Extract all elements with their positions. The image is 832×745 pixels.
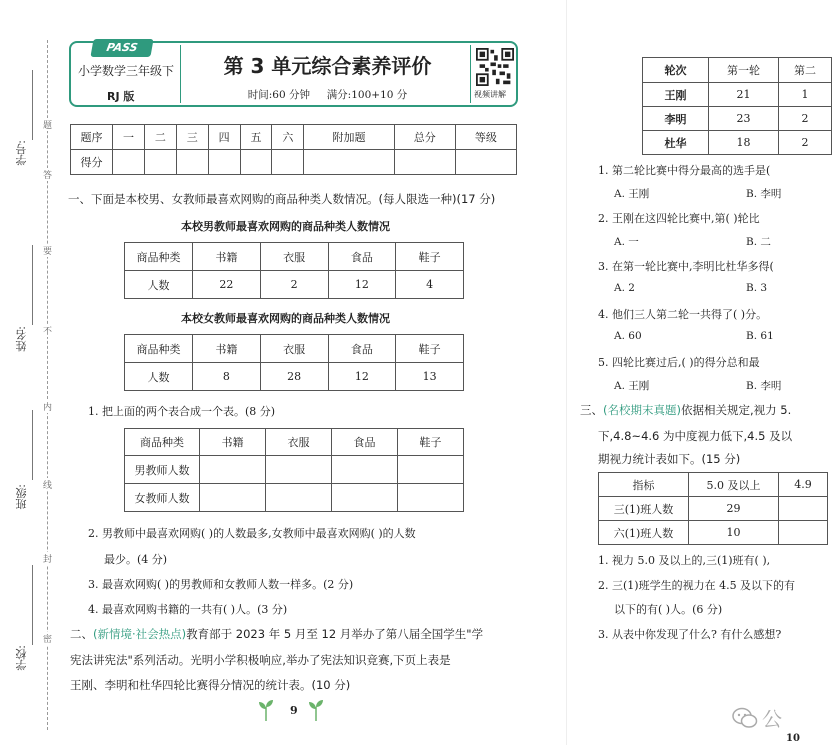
option-b[interactable]: B. 李明 <box>746 380 782 392</box>
option-b[interactable]: B. 3 <box>746 282 768 294</box>
option-b[interactable]: B. 61 <box>746 330 774 342</box>
table-cell: 1 <box>779 83 832 107</box>
table-cell: 28 <box>260 363 328 391</box>
merge-table <box>124 428 464 512</box>
table-cell: 5.0 及以上 <box>689 473 779 497</box>
option-b[interactable]: B. 李明 <box>746 188 782 200</box>
table-row <box>643 83 832 107</box>
binding-mark: 要 <box>43 244 52 257</box>
table-cell: 得分 <box>71 150 113 175</box>
table-row <box>125 429 464 456</box>
table-row <box>125 363 464 391</box>
binding-mark: 题 <box>43 118 52 131</box>
wechat-icon <box>732 707 758 729</box>
table-cell: 三 <box>176 125 208 150</box>
table-cell: 食品 <box>332 429 398 456</box>
score-input[interactable] <box>394 150 455 175</box>
answer-cell[interactable] <box>200 456 266 484</box>
full-score: 满分:100+10 分 <box>326 89 408 101</box>
table-row <box>125 271 464 299</box>
table-cell: 四 <box>208 125 240 150</box>
table-cell: 王刚 <box>643 83 709 107</box>
q2-tag: (新情境·社会热点) <box>93 627 187 641</box>
table-cell: 10 <box>689 521 779 545</box>
table-cell: 五 <box>240 125 272 150</box>
table-cell: 人数 <box>125 271 193 299</box>
header-divider <box>470 45 471 103</box>
table-cell: 六 <box>272 125 304 150</box>
option-a[interactable]: A. 王刚 <box>614 380 650 392</box>
answer-cell[interactable] <box>398 456 464 484</box>
school-label: 学校: <box>15 645 28 671</box>
q3-line1 <box>580 402 791 418</box>
table-cell <box>779 497 828 521</box>
table-cell: 衣服 <box>260 243 328 271</box>
table-cell: 六(1)班人数 <box>599 521 689 545</box>
binding-line <box>32 565 33 645</box>
edition-label: RJ 版 <box>107 90 135 103</box>
sprout-icon <box>258 699 274 721</box>
round-score-table <box>642 57 832 155</box>
page-number-left: 9 <box>290 704 298 717</box>
table-cell: 二 <box>144 125 176 150</box>
score-input[interactable] <box>113 150 145 175</box>
page-title: 第 3 单元综合素养评价 <box>223 54 432 78</box>
table-cell: 13 <box>396 363 464 391</box>
table-cell: 2 <box>779 131 832 155</box>
score-input[interactable] <box>176 150 208 175</box>
answer-cell[interactable] <box>266 456 332 484</box>
option-b[interactable]: B. 二 <box>746 236 771 248</box>
table-cell: 鞋子 <box>396 243 464 271</box>
table-cell: 8 <box>193 363 261 391</box>
table-cell: 男教师人数 <box>125 456 200 484</box>
table-row <box>125 456 464 484</box>
q1-sub2: 2. 男教师中最喜欢网购( )的人数最多,女教师中最喜欢网购( )的人数 <box>88 527 416 540</box>
header-divider <box>180 45 181 103</box>
table-cell: 12 <box>328 363 396 391</box>
binding-mark: 密 <box>43 632 52 645</box>
q3-tag: (名校期末真题) <box>603 403 681 417</box>
q3-text: 依据相关规定,视力 5. <box>680 403 792 417</box>
table-cell: 轮次 <box>643 58 709 83</box>
table-cell: 题序 <box>71 125 113 150</box>
table-cell: 鞋子 <box>398 429 464 456</box>
sprout-icon <box>308 699 324 721</box>
table-cell: 2 <box>779 107 832 131</box>
table-row <box>599 521 828 545</box>
q3-sub2-cont: 以下的有( )人。(6 分) <box>614 603 723 616</box>
table-cell: 书籍 <box>193 335 261 363</box>
table-cell: 22 <box>193 271 261 299</box>
q3-sub2: 2. 三(1)班学生的视力在 4.5 及以下的有 <box>598 579 796 592</box>
q1-sub1: 1. 把上面的两个表合成一个表。(8 分) <box>88 405 276 418</box>
class-label: 班级: <box>15 484 28 510</box>
option-a[interactable]: A. 2 <box>614 282 635 294</box>
answer-cell[interactable] <box>200 484 266 512</box>
watermark-text: 公 <box>762 707 782 731</box>
q3-line2: 下,4.8~4.6 为中度视力低下,4.5 及以 <box>598 429 793 443</box>
table-cell: 总分 <box>394 125 455 150</box>
binding-dashed-line <box>47 40 48 730</box>
student-id-label: 学号: <box>15 140 28 166</box>
binding-mark: 封 <box>43 552 52 565</box>
option-a[interactable]: A. 王刚 <box>614 188 650 200</box>
female-table-caption: 本校女教师最喜欢网购的商品种类人数情况 <box>181 312 390 325</box>
answer-cell[interactable] <box>266 484 332 512</box>
table-cell <box>779 521 828 545</box>
binding-mark: 线 <box>43 478 52 491</box>
table-cell: 商品种类 <box>125 243 193 271</box>
table-cell: 食品 <box>328 243 396 271</box>
table-row <box>599 473 828 497</box>
table-cell: 23 <box>709 107 779 131</box>
q2-item5: 5. 四轮比赛过后,( )的得分总和最 <box>598 356 760 369</box>
time-limit: 时间:60 分钟 <box>247 89 310 101</box>
option-a[interactable]: A. 一 <box>614 236 639 248</box>
table-cell: 4 <box>396 271 464 299</box>
exam-info <box>185 87 470 102</box>
table-cell: 商品种类 <box>125 429 200 456</box>
q2-item2: 2. 王刚在这四轮比赛中,第( )轮比 <box>598 212 760 225</box>
table-cell: 三(1)班人数 <box>599 497 689 521</box>
page-number-box <box>786 726 812 742</box>
binding-line <box>32 245 33 325</box>
table-cell: 第二 <box>779 58 832 83</box>
vision-table <box>598 472 828 545</box>
table-cell: 21 <box>709 83 779 107</box>
table-row <box>643 131 832 155</box>
score-table <box>70 124 517 175</box>
binding-line <box>32 410 33 480</box>
option-a[interactable]: A. 60 <box>614 330 642 342</box>
q1-sub2-cont: 最少。(4 分) <box>104 553 168 566</box>
answer-cell[interactable] <box>332 484 398 512</box>
table-cell: 书籍 <box>200 429 266 456</box>
q2-item1: 1. 第二轮比赛中得分最高的选手是( <box>598 164 771 177</box>
table-cell: 第一轮 <box>709 58 779 83</box>
male-table-caption: 本校男教师最喜欢网购的商品种类人数情况 <box>181 220 390 233</box>
binding-mark: 答 <box>43 168 52 181</box>
table-cell: 等级 <box>455 125 516 150</box>
score-input[interactable] <box>208 150 240 175</box>
score-input[interactable] <box>455 150 516 175</box>
table-row <box>125 243 464 271</box>
male-teacher-table <box>124 242 464 299</box>
qr-code-icon[interactable] <box>476 48 514 86</box>
q3-sub1: 1. 视力 5.0 及以上的,三(1)班有( ), <box>598 554 771 567</box>
answer-cell[interactable] <box>398 484 464 512</box>
table-cell: 衣服 <box>260 335 328 363</box>
table-row <box>125 335 464 363</box>
grade-label: 小学数学三年级下 <box>78 64 175 78</box>
table-cell: 女教师人数 <box>125 484 200 512</box>
table-cell: 书籍 <box>193 243 261 271</box>
q2-item3: 3. 在第一轮比赛中,李明比杜华多得( <box>598 260 774 273</box>
table-cell: 杜华 <box>643 131 709 155</box>
table-cell: 12 <box>328 271 396 299</box>
table-cell: 4.9 <box>779 473 828 497</box>
q2-number: 二、 <box>70 627 93 641</box>
score-input[interactable] <box>304 150 394 175</box>
table-cell: 衣服 <box>266 429 332 456</box>
table-cell: 鞋子 <box>396 335 464 363</box>
q2-text: 教育部于 2023 年 5 月至 12 月举办了第八届全国学生"学 <box>186 627 484 641</box>
table-row <box>125 484 464 512</box>
table-row <box>643 107 832 131</box>
table-row <box>643 58 832 83</box>
table-cell: 指标 <box>599 473 689 497</box>
q1-intro: 一、下面是本校男、女教师最喜欢网购的商品种类人数情况。(每人限选一种)(17 分) <box>68 192 496 206</box>
page-gutter <box>566 0 567 745</box>
answer-cell[interactable] <box>332 456 398 484</box>
q1-sub4: 4. 最喜欢网购书籍的一共有( )人。(3 分) <box>88 603 288 616</box>
table-row <box>599 497 828 521</box>
name-label: 姓名: <box>15 326 28 352</box>
score-table-row <box>71 150 517 175</box>
table-cell: 18 <box>709 131 779 155</box>
binding-mark: 内 <box>43 400 52 413</box>
table-cell: 一 <box>113 125 145 150</box>
page-number-right: 10 <box>786 733 800 744</box>
binding-mark: 不 <box>43 324 52 337</box>
q3-number: 三、 <box>580 403 603 417</box>
table-cell: 2 <box>260 271 328 299</box>
table-cell: 食品 <box>328 335 396 363</box>
pass-logo: PASS <box>90 39 153 57</box>
q2-item4: 4. 他们三人第二轮一共得了( )分。 <box>598 308 768 321</box>
q1-sub3: 3. 最喜欢网购( )的男教师和女教师人数一样多。(2 分) <box>88 578 354 591</box>
table-cell: 商品种类 <box>125 335 193 363</box>
table-cell: 李明 <box>643 107 709 131</box>
q3-line3: 期视力统计表如下。(15 分) <box>598 452 741 466</box>
female-teacher-table <box>124 334 464 391</box>
q2-line3: 王刚、李明和杜华四轮比赛得分情况的统计表。(10 分) <box>70 678 351 692</box>
score-input[interactable] <box>240 150 272 175</box>
q3-sub3: 3. 从表中你发现了什么? 有什么感想? <box>598 628 782 641</box>
table-cell: 29 <box>689 497 779 521</box>
table-cell: 人数 <box>125 363 193 391</box>
qr-caption: 视频讲解 <box>474 90 506 99</box>
q2-line2: 宪法讲宪法"系列活动。光明小学积极响应,举办了宪法知识竞赛,下页上表是 <box>70 653 451 667</box>
score-input[interactable] <box>144 150 176 175</box>
score-input[interactable] <box>272 150 304 175</box>
score-table-header-row <box>71 125 517 150</box>
binding-line <box>32 70 33 140</box>
table-cell: 附加题 <box>304 125 394 150</box>
q2-line1 <box>70 626 483 642</box>
